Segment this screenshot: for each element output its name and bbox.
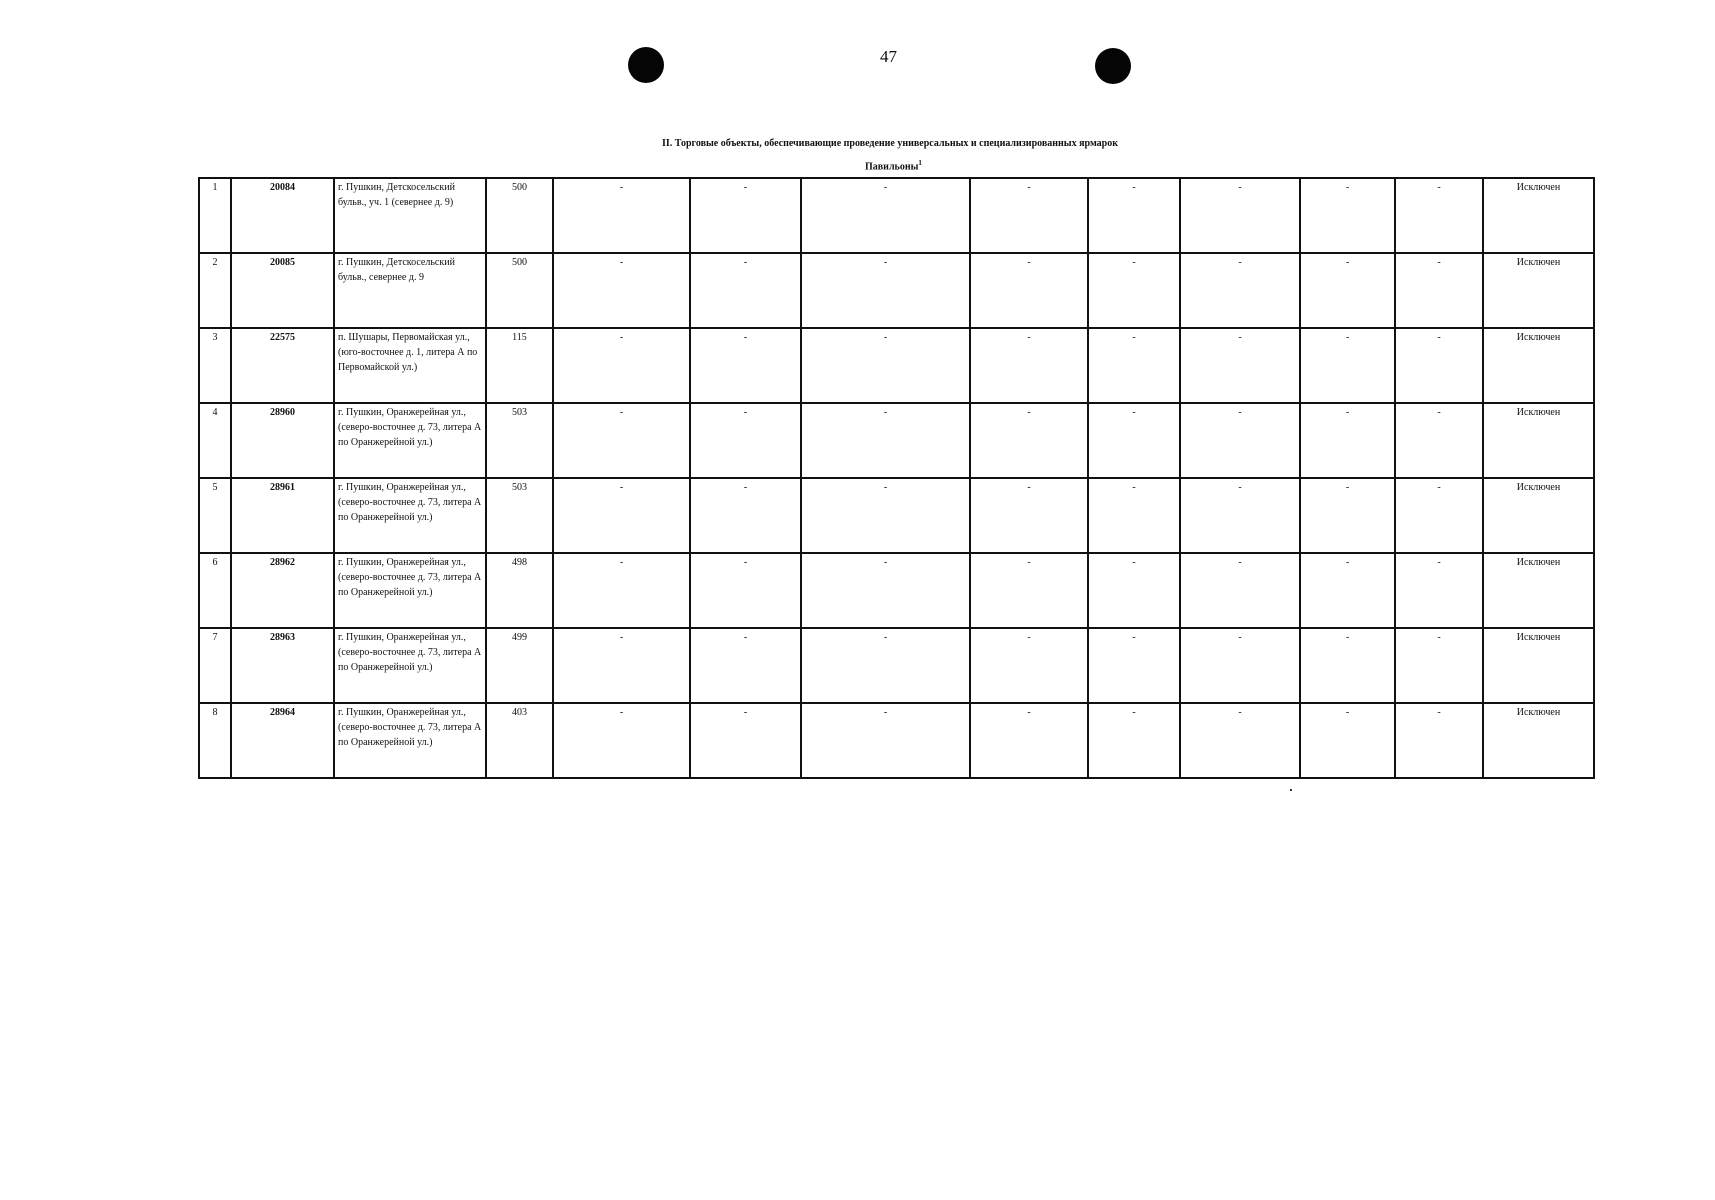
empty-value-cell: - — [1180, 478, 1300, 553]
empty-value-cell: - — [553, 703, 690, 778]
empty-value-cell: - — [801, 328, 970, 403]
empty-value-cell: - — [690, 553, 801, 628]
table-body — [199, 178, 1594, 778]
empty-value-cell: - — [1300, 253, 1395, 328]
object-id-cell: 28961 — [231, 478, 334, 553]
empty-value-cell: - — [1300, 703, 1395, 778]
table-row — [199, 253, 1594, 328]
row-number-cell: 3 — [199, 328, 231, 403]
empty-value-cell: - — [1300, 178, 1395, 253]
object-id-cell: 28962 — [231, 553, 334, 628]
row-number-cell: 4 — [199, 403, 231, 478]
area-cell: 500 — [486, 178, 553, 253]
empty-value-cell: - — [553, 328, 690, 403]
table-row — [199, 178, 1594, 253]
status-cell: Исключен — [1483, 628, 1594, 703]
empty-value-cell: - — [1300, 403, 1395, 478]
empty-value-cell: - — [1088, 703, 1180, 778]
empty-value-cell: - — [690, 628, 801, 703]
empty-value-cell: - — [1300, 628, 1395, 703]
empty-value-cell: - — [1088, 478, 1180, 553]
empty-value-cell: - — [801, 478, 970, 553]
area-cell: 498 — [486, 553, 553, 628]
footnote-marker: 1 — [918, 159, 922, 167]
row-number-cell: 7 — [199, 628, 231, 703]
empty-value-cell: - — [970, 628, 1088, 703]
empty-value-cell: - — [1180, 628, 1300, 703]
empty-value-cell: - — [801, 403, 970, 478]
empty-value-cell: - — [801, 253, 970, 328]
empty-value-cell: - — [801, 628, 970, 703]
empty-value-cell: - — [553, 403, 690, 478]
empty-value-cell: - — [1395, 703, 1483, 778]
empty-value-cell: - — [970, 478, 1088, 553]
area-cell: 115 — [486, 328, 553, 403]
empty-value-cell: - — [970, 328, 1088, 403]
address-cell: г. Пушкин, Оранжерейная ул., (северо-восточнее д. 73, литера А по Оранжерейной ул.) — [334, 403, 486, 478]
table-row — [199, 553, 1594, 628]
empty-value-cell: - — [1088, 403, 1180, 478]
row-number-cell: 8 — [199, 703, 231, 778]
object-id-cell: 28964 — [231, 703, 334, 778]
trade-objects-table — [198, 177, 1595, 779]
empty-value-cell: - — [801, 703, 970, 778]
address-cell: г. Пушкин, Оранжерейная ул., (северо-восточнее д. 73, литера А по Оранжерейной ул.) — [334, 478, 486, 553]
empty-value-cell: - — [801, 553, 970, 628]
empty-value-cell: - — [553, 628, 690, 703]
status-cell: Исключен — [1483, 403, 1594, 478]
row-number-cell: 5 — [199, 478, 231, 553]
empty-value-cell: - — [1088, 178, 1180, 253]
binder-hole-left — [628, 47, 664, 83]
address-cell: г. Пушкин, Оранжерейная ул., (северо-восточнее д. 73, литера А по Оранжерейной ул.) — [334, 553, 486, 628]
empty-value-cell: - — [801, 178, 970, 253]
status-cell: Исключен — [1483, 478, 1594, 553]
empty-value-cell: - — [970, 553, 1088, 628]
empty-value-cell: - — [553, 553, 690, 628]
table-row — [199, 628, 1594, 703]
empty-value-cell: - — [1300, 328, 1395, 403]
empty-value-cell: - — [970, 403, 1088, 478]
row-number-cell: 6 — [199, 553, 231, 628]
empty-value-cell: - — [690, 253, 801, 328]
table-row — [199, 328, 1594, 403]
empty-value-cell: - — [1395, 328, 1483, 403]
row-number-cell: 2 — [199, 253, 231, 328]
section-title: II. Торговые объекты, обеспечивающие проведение универсальных и специализированных ярмарок — [661, 138, 1119, 149]
object-id-cell: 28963 — [231, 628, 334, 703]
address-cell: г. Пушкин, Детскосельский бульв., уч. 1 (севернее д. 9) — [334, 178, 486, 253]
empty-value-cell: - — [1180, 328, 1300, 403]
table-subtitle — [865, 159, 922, 172]
empty-value-cell: - — [690, 478, 801, 553]
area-cell: 499 — [486, 628, 553, 703]
row-number-cell: 1 — [199, 178, 231, 253]
empty-value-cell: - — [690, 703, 801, 778]
area-cell: 500 — [486, 253, 553, 328]
empty-value-cell: - — [1088, 328, 1180, 403]
status-cell: Исключен — [1483, 178, 1594, 253]
empty-value-cell: - — [1088, 553, 1180, 628]
address-cell: п. Шушары, Первомайская ул., (юго-восточнее д. 1, литера А по Первомайской ул.) — [334, 328, 486, 403]
empty-value-cell: - — [1180, 703, 1300, 778]
empty-value-cell: - — [553, 178, 690, 253]
empty-value-cell: - — [970, 703, 1088, 778]
table-row — [199, 703, 1594, 778]
empty-value-cell: - — [1395, 628, 1483, 703]
empty-value-cell: - — [1395, 178, 1483, 253]
empty-value-cell: - — [1180, 553, 1300, 628]
status-cell: Исключен — [1483, 253, 1594, 328]
area-cell: 503 — [486, 478, 553, 553]
empty-value-cell: - — [553, 253, 690, 328]
scan-speck — [1290, 789, 1292, 791]
subtitle-text: Павильоны — [865, 161, 919, 173]
empty-value-cell: - — [1180, 253, 1300, 328]
status-cell: Исключен — [1483, 703, 1594, 778]
empty-value-cell: - — [690, 403, 801, 478]
empty-value-cell: - — [1088, 628, 1180, 703]
address-cell: г. Пушкин, Детскосельский бульв., севернее д. 9 — [334, 253, 486, 328]
empty-value-cell: - — [1395, 553, 1483, 628]
empty-value-cell: - — [690, 328, 801, 403]
empty-value-cell: - — [1300, 478, 1395, 553]
empty-value-cell: - — [1395, 478, 1483, 553]
empty-value-cell: - — [1180, 178, 1300, 253]
object-id-cell: 22575 — [231, 328, 334, 403]
status-cell: Исключен — [1483, 553, 1594, 628]
empty-value-cell: - — [1088, 253, 1180, 328]
table-row — [199, 403, 1594, 478]
empty-value-cell: - — [970, 178, 1088, 253]
empty-value-cell: - — [690, 178, 801, 253]
table-row — [199, 478, 1594, 553]
status-cell: Исключен — [1483, 328, 1594, 403]
empty-value-cell: - — [1395, 253, 1483, 328]
area-cell: 503 — [486, 403, 553, 478]
empty-value-cell: - — [970, 253, 1088, 328]
binder-hole-right — [1095, 48, 1131, 84]
object-id-cell: 28960 — [231, 403, 334, 478]
page-number: 47 — [880, 47, 897, 66]
empty-value-cell: - — [1395, 403, 1483, 478]
address-cell: г. Пушкин, Оранжерейная ул., (северо-восточнее д. 73, литера А по Оранжерейной ул.) — [334, 703, 486, 778]
object-id-cell: 20084 — [231, 178, 334, 253]
empty-value-cell: - — [553, 478, 690, 553]
empty-value-cell: - — [1180, 403, 1300, 478]
empty-value-cell: - — [1300, 553, 1395, 628]
object-id-cell: 20085 — [231, 253, 334, 328]
area-cell: 403 — [486, 703, 553, 778]
address-cell: г. Пушкин, Оранжерейная ул., (северо-восточнее д. 73, литера А по Оранжерейной ул.) — [334, 628, 486, 703]
